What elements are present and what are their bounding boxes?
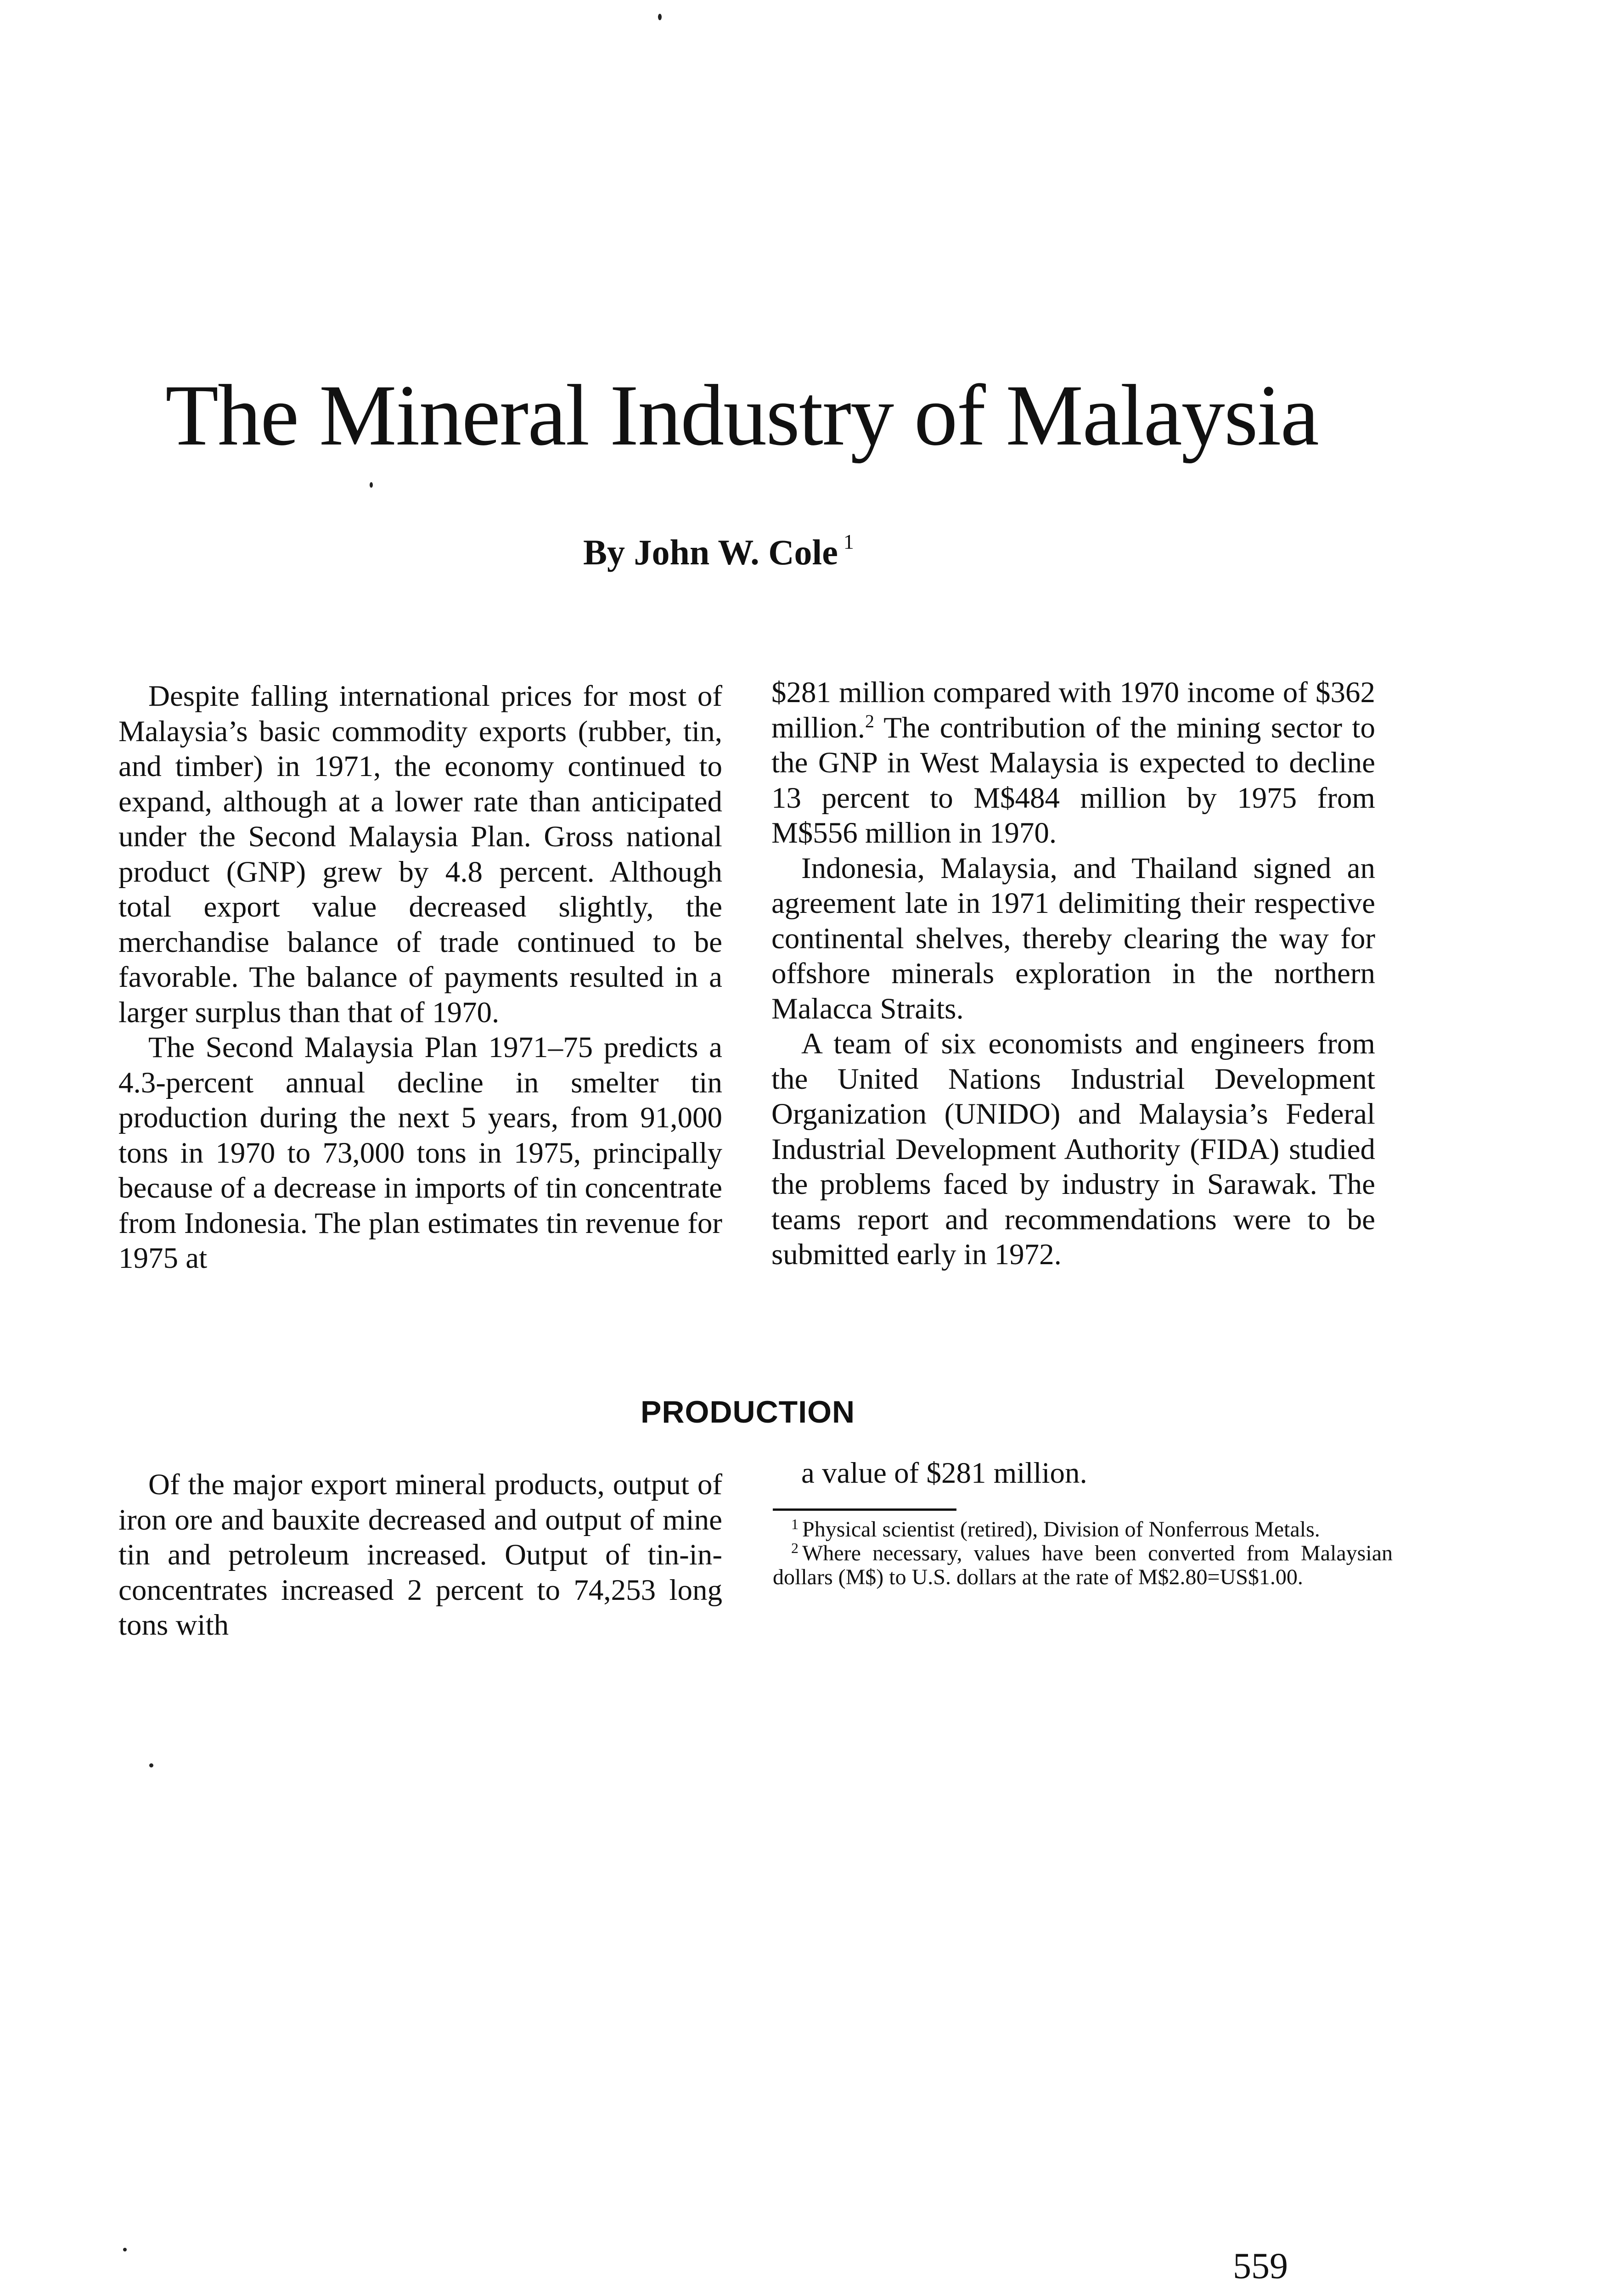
footnotes <box>773 1518 1393 1589</box>
scan-speck <box>123 2248 127 2251</box>
article-title: The Mineral Industry of Malaysia <box>165 367 1318 464</box>
page-number: 559 <box>1233 2246 1288 2286</box>
byline <box>583 517 1042 578</box>
footnote <box>773 1542 1393 1589</box>
production-right-column <box>771 1456 1375 1491</box>
footnote-text: Where necessary, values have been converted from Malaysian dollars (M$) to U.S. dollars at the rate of M$2.80=US$1.00. <box>773 1541 1393 1589</box>
author-name: By John W. Cole <box>583 532 838 572</box>
paragraph-text: The contribution of the mining sector to the GNP in West Malaysia is expected to decline 13 percent to M$484 million by 1975 from M$556 million in 1970. <box>771 711 1375 850</box>
paragraph: a value of $281 million. <box>801 1457 1087 1490</box>
paragraph <box>771 675 1375 851</box>
paragraph: A team of six economists and engineers from the United Nations Industrial Development Organization (UNIDO) and Malaysia’s Federal Industrial Development Authority (FIDA) studied the problems faced by industry in Sarawak. The teams report and recommendations were to be submitted early in 1972. <box>771 1027 1375 1271</box>
footnote-ref: 1 <box>843 530 854 553</box>
scan-speck <box>370 482 373 488</box>
paragraph: Of the major export mineral products, output of iron ore and bauxite decreased and output of mine tin and petroleum increased. Output of tin-in-concentrates increased 2 percent to 74,253 long tons with <box>118 1468 722 1642</box>
intro-right-column <box>771 675 1375 1272</box>
footnote-divider <box>773 1508 956 1511</box>
paragraph: The Second Malaysia Plan 1971–75 predicts a 4.3-percent annual decline in smelter tin production during the next 5 years, from 91,000 tons in 1970 to 73,000 tons in 1975, principally because of a decrease in imports of tin concentrate from Indonesia. The plan estimates tin revenue for 1975 at <box>118 1031 722 1275</box>
scan-speck <box>658 14 662 20</box>
intro-left-column <box>118 679 722 1276</box>
paragraph: Indonesia, Malaysia, and Thailand signed an agreement late in 1971 delimiting their respective continental shelves, thereby clearing the way for offshore minerals exploration in the northern Malacca Straits. <box>771 851 1375 1025</box>
section-heading: PRODUCTION <box>641 1395 855 1429</box>
footnote <box>773 1518 1393 1542</box>
footnote-number: 2 <box>791 1540 798 1556</box>
paragraph: Despite falling international prices for most of Malaysia’s basic commodity exports (rubber, tin, and timber) in 1971, the economy continued to expand, although at a lower rate than anticipated under the Second Malaysia Plan. Gross national product (GNP) grew by 4.8 percent. Although total export value decreased slightly, the merchandise balance of trade continued to be favorable. The balance of payments resulted in a larger surplus than that of 1970. <box>118 680 722 1029</box>
footnote-text: Physical scientist (retired), Division of Nonferrous Metals. <box>802 1517 1320 1542</box>
production-left-column <box>118 1467 722 1643</box>
footnote-number: 1 <box>791 1516 798 1532</box>
paragraph-text: $281 million compared with 1970 income of $362 million. <box>771 676 1375 744</box>
scan-speck <box>149 1763 153 1767</box>
footnote-ref: 2 <box>865 710 875 732</box>
